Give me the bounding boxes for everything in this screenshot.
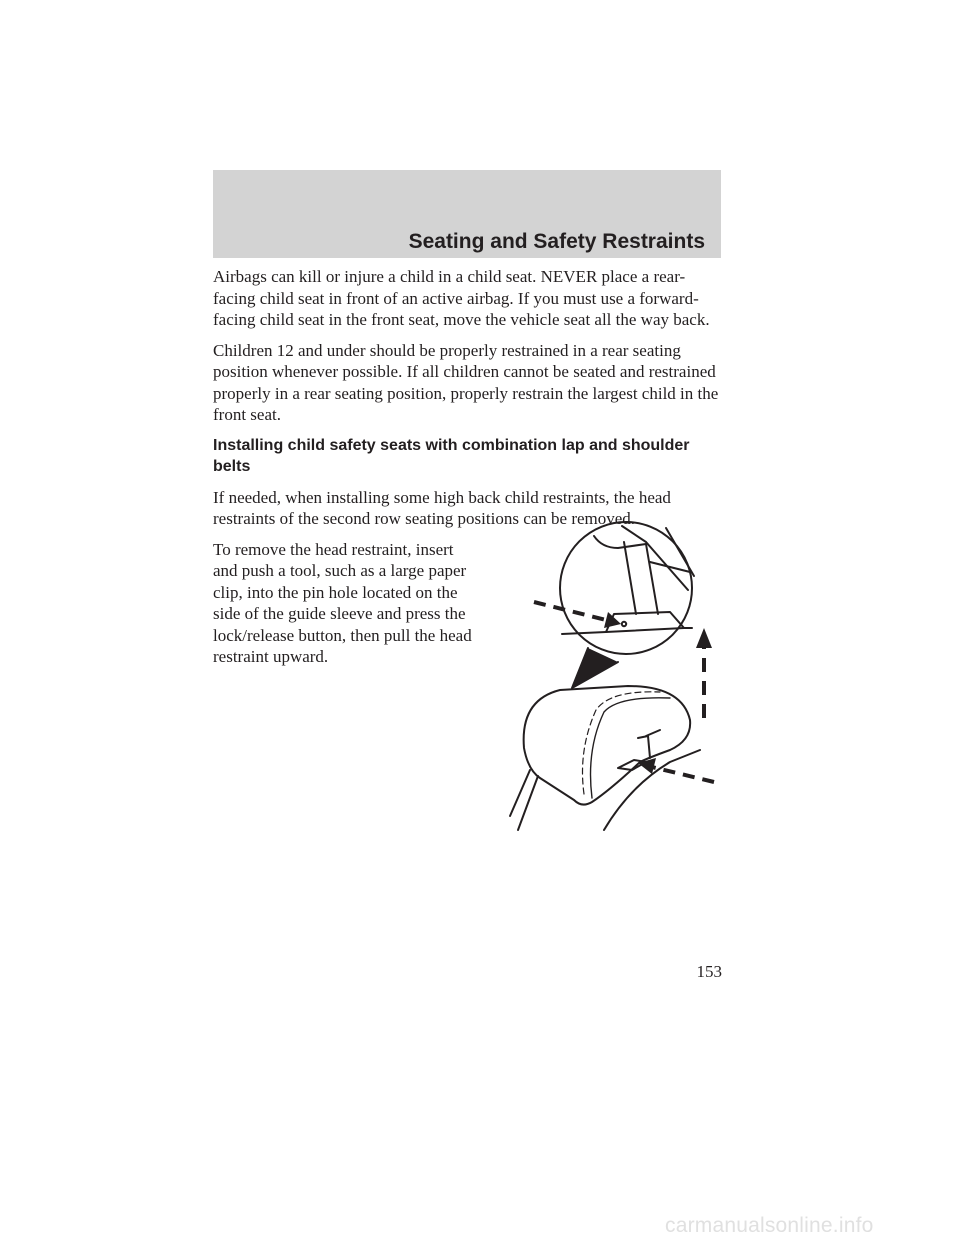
head-restraint <box>524 686 691 805</box>
paragraph-remove-head-restraint: To remove the head restraint, insert and push a tool, such as a large paper clip, into the pin hole located on the side of the guide sleeve and press the lock/release button, then pull the head restraint upward. <box>213 539 472 666</box>
subheading-installing-child-seats: Installing child safety seats with combination lap and shoulder belts <box>213 436 690 475</box>
page-number: 153 <box>696 962 722 981</box>
section-title: Seating and Safety Restraints <box>408 230 705 253</box>
detail-pointer-wedge <box>572 648 618 688</box>
detail-magnifier-circle <box>560 522 692 654</box>
paragraph-airbag-warning: Airbags can kill or injure a child in a child seat. NEVER place a rear-facing child seat in front of an active airbag. If you must use a forward-facing child seat in the front seat, move the vehicle seat all the way back. <box>213 267 710 329</box>
paragraph-children-rear-seating: Children 12 and under should be properly restrained in a rear seating position whenever possible. If all children cannot be seated and restrained properly in a rear seating position, properly restrain the largest child in the front seat. <box>213 340 719 424</box>
sleeve-arrow <box>638 758 714 782</box>
pull-up-arrow <box>696 628 712 718</box>
watermark: carmanualsonline.info <box>665 1214 874 1237</box>
section-header <box>213 170 721 258</box>
paragraph-head-restraints: If needed, when installing some high back child restraints, the head restraints of the second row seating positions can be removed. <box>213 487 671 528</box>
head-restraint-illustration <box>500 500 740 840</box>
pin-hole <box>622 622 626 626</box>
detail-arrow <box>534 602 621 628</box>
